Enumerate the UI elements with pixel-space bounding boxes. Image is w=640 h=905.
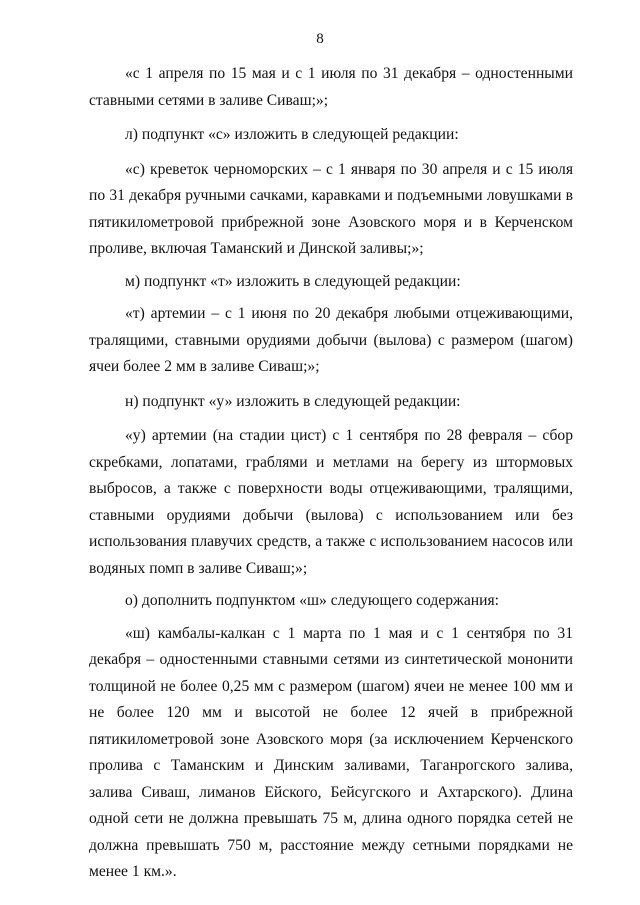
paragraph-subitem-s: «с) креветок черноморских – с 1 января по 30 апреля и с 15 июля по 31 декабря ручными сачками, каравками и подъемными ловушками в пятикилометровой прибрежной зоне Азовского моря и в Керченском проливе, включая Таманский и Динской заливы;»; — [89, 160, 573, 257]
paragraph-item-o: о) дополнить подпунктом «ш» следующего содержания: — [125, 592, 499, 609]
paragraph-subitem-sh: «ш) камбалы-калкан с 1 марта по 1 мая и с 1 сентября по 31 декабря – одностенными ставными сетями из синтетической мононити толщиной не более 0,25 мм с размером (шагом) ячеи не менее 100 мм и не более 120 мм и высотой не более 12 ячей в прибрежной пятикилометровой зоне Азовского моря (за исключением Керченского пролива с Таманским и Динским заливами, Таганрогского залива, залива Сиваш, лиманов Ейского, Бейсугского и Ахтарского). Длина одной сети не должна превышать 75 м, длина одного порядка сетей не должна превышать 750 м, расстояние между сетными порядками не менее 1 км.». — [89, 624, 573, 880]
paragraph-subitem-u: «у) артемии (на стадии цист) с 1 сентября по 28 февраля – сбор скребками, лопатами, граблями и метлами на берегу из штормовых выбросов, а также с поверхности воды отцеживающими, тралящими, ставными орудиями добычи (вылова) с использованием или без использования плавучих средств, а также с использованием насосов или водяных помп в заливе Сиваш;»; — [89, 427, 573, 577]
paragraph-subitem-t: «т) артемии – с 1 июня по 20 декабря любыми отцеживающими, тралящими, ставными орудиями добычи (вылова) с размером (шагом) ячеи более 2 мм в заливе Сиваш;»; — [89, 305, 573, 375]
paragraph-item-n: н) подпункт «у» изложить в следующей редакции: — [125, 392, 461, 410]
page-number: 8 — [316, 31, 324, 47]
paragraph-item-m: м) подпункт «т» изложить в следующей редакции: — [125, 272, 461, 290]
paragraph-item-l: л) подпункт «с» изложить в следующей редакции: — [125, 126, 459, 143]
document-body — [89, 61, 573, 886]
paragraph-quote-s-dates: «с 1 апреля по 15 мая и с 1 июля по 31 декабря – одностенными ставными сетями в заливе Сиваш;»; — [89, 65, 573, 109]
